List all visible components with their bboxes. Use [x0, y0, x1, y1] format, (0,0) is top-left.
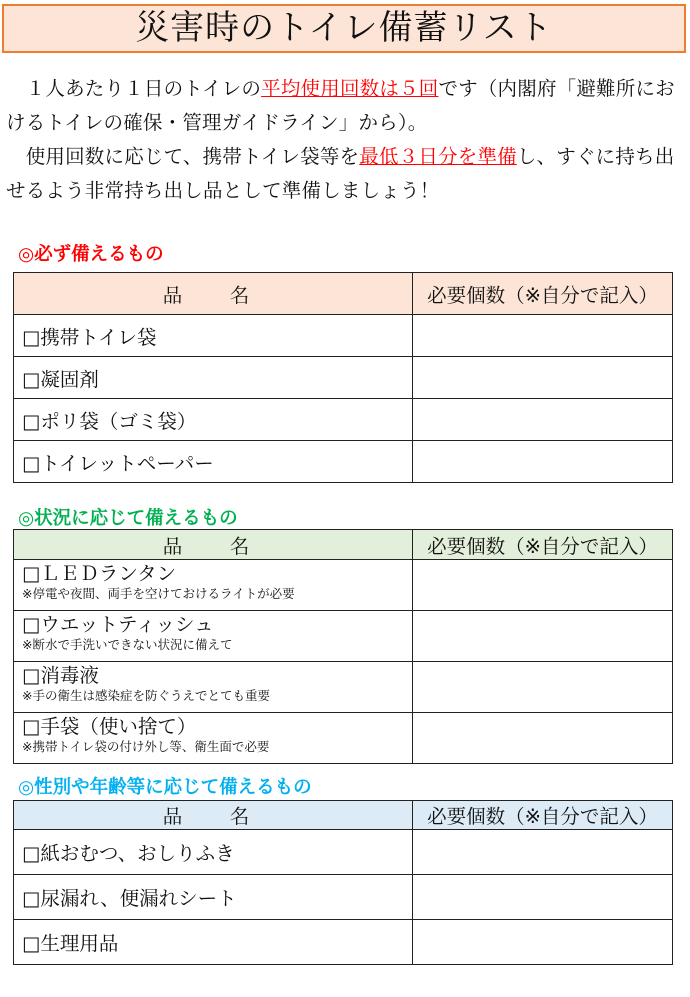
- quantity-entry-cell[interactable]: [413, 315, 673, 357]
- table-row: [14, 662, 673, 713]
- quantity-column-header: 必要個数（※自分で記入）: [413, 801, 673, 830]
- table-header-row: [14, 801, 673, 830]
- intro-text: [6, 72, 686, 208]
- item-cell[interactable]: [14, 611, 413, 662]
- table-row: [14, 357, 673, 399]
- quantity-entry-cell[interactable]: [413, 920, 673, 965]
- intro-p1-highlight: 平均使用回数は５回: [261, 77, 439, 100]
- intro-paragraph-2: [6, 140, 686, 208]
- quantity-entry-cell[interactable]: [413, 875, 673, 920]
- quantity-entry-cell[interactable]: [413, 713, 673, 764]
- item-name: □手袋（使い捨て）: [22, 715, 197, 738]
- intro-p2-text-a: 使用回数に応じて、携帯トイレ袋等を: [25, 145, 360, 168]
- gender-age-items-table: [13, 800, 673, 965]
- section-heading-situational: ◎状況に応じて備えるもの: [18, 508, 238, 529]
- table-row: [14, 611, 673, 662]
- table-row: [14, 875, 673, 920]
- item-name[interactable]: □紙おむつ、おしりふき: [14, 830, 413, 875]
- intro-p2-highlight: 最低３日分を準備: [359, 145, 517, 168]
- name-column-header: 品 名: [14, 530, 413, 560]
- quantity-entry-cell[interactable]: [413, 441, 673, 483]
- intro-p1-text-b: です（内閣府「避難所におけるトイレの確保・管理ガイドライン」から）。: [6, 77, 675, 134]
- item-name[interactable]: □携帯トイレ袋: [14, 315, 413, 357]
- item-cell[interactable]: [14, 662, 413, 713]
- section-heading-gender-age: ◎性別や年齢等に応じて備えるもの: [18, 777, 312, 798]
- quantity-entry-cell[interactable]: [413, 830, 673, 875]
- table-row: [14, 441, 673, 483]
- table-row: [14, 399, 673, 441]
- table-row: [14, 920, 673, 965]
- item-note: ※携帯トイレ袋の付け外し等、衛生面で必要: [22, 739, 270, 754]
- item-name[interactable]: □尿漏れ、便漏れシート: [14, 875, 413, 920]
- table-row: [14, 713, 673, 764]
- quantity-column-header: 必要個数（※自分で記入）: [413, 273, 673, 315]
- item-note: ※断水で手洗いできない状況に備えて: [22, 637, 233, 652]
- item-name: □ＬＥＤランタン: [22, 562, 177, 585]
- item-note: ※手の衛生は感染症を防ぐうえでとても重要: [22, 688, 270, 703]
- item-name[interactable]: □トイレットペーパー: [14, 441, 413, 483]
- quantity-entry-cell[interactable]: [413, 357, 673, 399]
- table-header-row: [14, 273, 673, 315]
- table-header-row: [14, 530, 673, 560]
- item-cell[interactable]: [14, 713, 413, 764]
- name-column-header: 品 名: [14, 801, 413, 830]
- intro-paragraph-1: [6, 72, 686, 140]
- name-column-header: 品 名: [14, 273, 413, 315]
- section-heading-required: ◎必ず備えるもの: [18, 244, 164, 265]
- item-note: ※停電や夜間、両手を空けておけるライトが必要: [22, 586, 295, 601]
- quantity-entry-cell[interactable]: [413, 662, 673, 713]
- quantity-column-header: 必要個数（※自分で記入）: [413, 530, 673, 560]
- item-name: □消毒液: [22, 664, 99, 687]
- item-name: □ウエットティッシュ: [22, 613, 214, 636]
- intro-p2-text-b: し、すぐに持ち出せるよう非常持ち出し品として準備しましょう！: [6, 145, 675, 202]
- item-name[interactable]: □凝固剤: [14, 357, 413, 399]
- required-items-table: [13, 272, 673, 483]
- intro-p1-text-a: １人あたり１日のトイレの: [25, 77, 262, 100]
- item-cell[interactable]: [14, 560, 413, 611]
- item-name[interactable]: □ポリ袋（ゴミ袋）: [14, 399, 413, 441]
- quantity-entry-cell[interactable]: [413, 611, 673, 662]
- table-row: [14, 560, 673, 611]
- situational-items-table: [13, 529, 673, 764]
- item-name[interactable]: □生理用品: [14, 920, 413, 965]
- page-title: 災害時のトイレ備蓄リスト: [2, 4, 686, 53]
- table-row: [14, 315, 673, 357]
- table-row: [14, 830, 673, 875]
- quantity-entry-cell[interactable]: [413, 399, 673, 441]
- quantity-entry-cell[interactable]: [413, 560, 673, 611]
